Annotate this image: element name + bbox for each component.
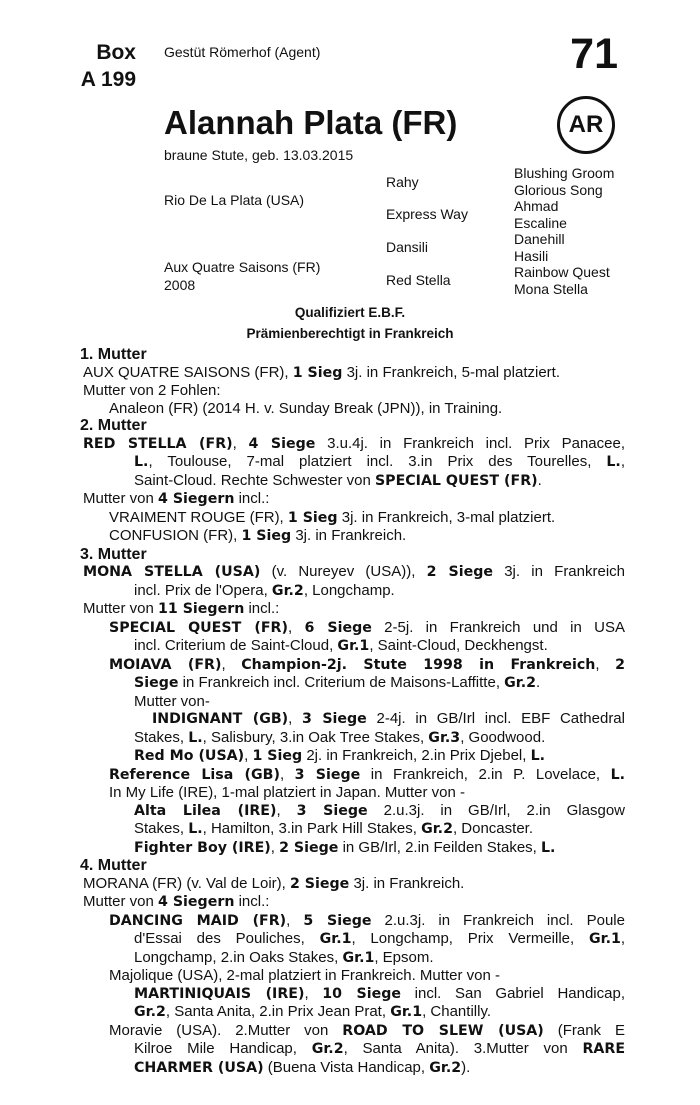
bold-text: Champion-2j. Stute 1998 in Frankreich [241,656,596,673]
bold-text: 2 Siege [289,875,350,892]
box-number: A 199 [80,68,136,91]
section-line [80,930,625,949]
text-run: in Frankreich incl. Criterium de Maisons-Laffitte, [178,674,505,691]
text-run: , [232,434,249,452]
section-line [80,875,625,894]
family-sections [80,346,625,1077]
text-run: , Goodwood. [460,728,546,746]
text-run: 3j. in Frankreich. [291,527,407,544]
text-run: 2.u.3j. in GB/Irl, 2.in Glasgow [367,801,625,819]
bold-text: Gr.1 [337,638,370,654]
bold-text: 2 Siege [426,564,493,580]
section-line [80,582,625,601]
bold-text: MARTINIQUAIS (IRE) [134,985,305,1002]
text-run: (v. Nureyev (USA)), [260,563,427,580]
text-run: , Toulouse, 7-mal platziert incl. 3.in Prix des Tourelles, [148,453,607,470]
bold-text: Gr.1 [390,1004,423,1020]
text-run: . [537,471,542,489]
pedigree-gen3-item: Blushing Groom [514,165,615,181]
text-run: , [304,984,323,1002]
text-run: Majolique (USA), 2-mal platziert in Frankreich. Mutter von - [109,967,500,984]
text-run: MORANA (FR) (v. Val de Loir), [83,874,290,892]
text-run: Mutter von [83,893,159,910]
section-line [80,1003,625,1022]
section-title: 4. Mutter [80,857,147,874]
bold-text: Gr.1 [342,949,375,966]
text-run: . [536,674,541,691]
text-run: Moravie (USA). 2.Mutter von [109,1021,343,1039]
section-line [80,656,625,675]
bold-text: 4 Siegern [158,894,235,910]
bold-text: 1 Sieg [292,364,343,381]
pedigree-sire: Rio De La Plata (USA) [164,192,305,208]
ar-badge: AR [557,96,615,154]
text-run: in GB/Irl, 2.in Feilden Stakes, [338,838,541,856]
section-line [80,912,625,931]
bold-text: Red Mo (USA) [134,748,245,764]
section-title: 3. Mutter [80,545,147,563]
pedigree-gen3-item: Ahmad [514,198,559,214]
bold-text: 1 Sieg [252,748,303,764]
bold-text: SPECIAL QUEST (FR) [374,472,538,489]
bold-text: INDIGNANT (GB) [152,711,289,727]
bold-text: Reference Lisa (GB) [109,766,280,783]
text-run: 3j. in Frankreich, 3-mal platziert. [337,508,556,526]
section-line [80,453,625,472]
bold-text: L. [541,839,556,856]
section-line [80,364,625,383]
bold-text: 10 Siege [322,985,401,1002]
bold-text: SPECIAL QUEST (FR) [109,619,288,636]
section-line [80,729,625,748]
pedigree-gen3-item: Escaline [514,215,567,231]
horse-name: Alannah Plata (FR) [164,104,458,141]
section-line [80,967,625,985]
bold-text: MONA STELLA (USA) [83,564,261,580]
bold-text: 11 Siegern [158,601,245,617]
text-run: , Doncaster. [452,820,533,837]
text-run: 2-5j. in Frankreich und in USA [371,618,625,636]
lot-number: 71 [570,30,618,78]
text-run: , [288,710,302,727]
dam-section [80,417,625,546]
text-run: 2-4j. in GB/Irl incl. EBF Cathedral [366,710,625,727]
text-run: AUX QUATRE SAISONS (FR), [83,363,293,381]
text-run: , Longchamp. [303,581,395,599]
pedigree-dam: Aux Quatre Saisons (FR) [164,259,321,275]
text-run: 3j. in Frankreich [492,563,626,580]
text-run: incl. San Gabriel Handicap, [400,984,625,1002]
text-run: incl. Criterium de Saint-Cloud, [134,637,338,654]
section-line [80,527,625,546]
bold-text: L. [188,729,203,746]
text-run: CONFUSION (FR), [109,527,242,544]
text-run: Mutter von 2 Fohlen: [83,382,221,399]
bold-text: Gr.1 [588,931,621,947]
bold-text: L. [610,766,626,783]
dam-section [80,546,625,858]
bold-text: MOIAVA (FR) [109,656,222,673]
text-run: incl.: [234,893,270,910]
text-run: , [279,765,295,783]
bold-text: 3 Siege [294,766,361,783]
bold-text: 1 Sieg [287,509,338,526]
bold-text: Gr.1 [319,931,352,947]
bold-text: L. [134,454,149,470]
section-line [80,674,625,693]
pedigree-gen3-item: Rainbow Quest [514,264,610,280]
section-line [80,400,625,418]
bold-text: ROAD TO SLEW (USA) [342,1022,544,1039]
bold-text: 4 Siegern [158,491,235,507]
text-run: , [287,618,305,636]
bold-text: Gr.2 [134,1004,166,1020]
section-line [80,802,625,821]
bold-text: DANCING MAID (FR) [109,912,287,929]
text-run: , Hamilton, 3.in Park Hill Stakes, [202,820,422,837]
bold-text: Fighter Boy (IRE) [134,839,271,856]
text-run: 2j. in Frankreich, 2.in Prix Djebel, [302,747,531,764]
pedigree-gen3-item: Mona Stella [514,281,588,297]
text-run: (Buena Vista Handicap, [263,1058,430,1076]
box-label: Box [96,41,136,64]
text-run: , Longchamp, Prix Vermeille, [351,930,589,947]
dam-section [80,346,625,417]
text-run: Kilroe Mile Handicap, [134,1040,312,1057]
bold-text: 2 Siege [279,839,339,856]
bold-text: RED STELLA (FR) [83,435,233,452]
pedigree-gen3-item: Danehill [514,231,565,247]
section-line [80,784,625,802]
text-run: , Saint-Cloud, Deckhengst. [369,637,548,654]
text-run: 3j. in Frankreich. [349,874,465,892]
bold-text: Gr.2 [421,821,453,837]
section-line [80,693,625,711]
bold-text: Gr.2 [311,1041,344,1057]
text-run: Analeon (FR) (2014 H. v. Sunday Break (JPN)), in Training. [109,399,503,417]
horse-description: braune Stute, geb. 13.03.2015 [164,147,354,163]
text-run: ). [461,1058,471,1076]
text-run: 3j. in Frankreich, 5-mal platziert. [342,363,560,381]
section-line [80,509,625,528]
bold-text: 5 Siege [303,912,372,929]
qualification-france: Prämienberechtigt in Frankreich [246,326,454,341]
bold-text: CHARMER (USA) [134,1059,264,1076]
text-run: , [276,801,297,819]
text-run: , [620,453,625,470]
section-line [80,1022,625,1041]
section-line [80,619,625,638]
text-run: , [221,655,242,673]
section-line [80,766,625,785]
bold-text: RARE [582,1041,626,1057]
agent-name: Gestüt Römerhof (Agent) [164,44,321,60]
section-line [80,820,625,839]
section-line [80,600,625,619]
text-run: , Epsom. [374,948,434,966]
bold-text: Gr.2 [504,675,537,691]
text-run: Saint-Cloud. Rechte Schwester von [134,471,375,489]
bold-text: 4 Siege [248,435,316,452]
section-line [80,490,625,509]
text-run: VRAIMENT ROUGE (FR), [109,508,288,526]
section-line [80,1059,625,1078]
pedigree-gen2-item: Dansili [386,239,429,255]
bold-text: Gr.3 [428,729,461,746]
bold-text: Gr.2 [429,1059,462,1076]
section-line [80,382,625,400]
bold-text: 3 Siege [296,802,368,819]
text-run: (Frank E [543,1021,625,1039]
section-title: 1. Mutter [80,346,147,363]
section-line [80,637,625,656]
pedigree-gen2-item: Rahy [386,174,419,190]
bold-text: 3 Siege [302,711,367,727]
text-run: incl.: [244,600,280,617]
dam-section [80,857,625,1077]
section-line [80,949,625,968]
text-run: d'Essai des Pouliches, [134,930,320,947]
text-run: , [244,747,253,764]
text-run: 2.u.3j. in Frankreich incl. Poule [371,911,625,929]
bold-text: L. [530,748,546,764]
section-line [80,893,625,912]
bold-text: 1 Sieg [241,528,292,544]
section-line [80,747,625,766]
pedigree-gen3-item: Glorious Song [514,182,603,198]
section-title: 2. Mutter [80,417,147,434]
section-line [80,710,625,729]
text-run: , Salisbury, 3.in Oak Tree Stakes, [202,728,429,746]
text-run: , [270,838,280,856]
text-run: , [595,655,616,673]
text-run: Longchamp, 2.in Oaks Stakes, [134,948,343,966]
text-run: in Frankreich, 2.in P. Lovelace, [360,765,611,783]
text-run: Mutter von [83,600,159,617]
text-run: incl. Prix de l'Opera, [134,581,272,599]
text-run: Stakes, [134,728,189,746]
bold-text: Gr.2 [271,582,304,599]
bold-text: L. [188,821,203,837]
text-run: , [286,911,304,929]
section-line [80,563,625,582]
section-line [80,435,625,454]
section-line [80,472,625,491]
bold-text: Siege [134,675,179,691]
text-run: Mutter von [83,490,159,507]
section-line [80,839,625,858]
bold-text: Alta Lilea (IRE) [134,802,277,819]
qualification-ebf: Qualifiziert E.B.F. [294,305,406,320]
text-run: , Santa Anita, 2.in Prix Jean Prat, [165,1003,391,1020]
pedigree-gen3-item: Hasili [514,248,549,264]
text-run: , Chantilly. [422,1003,491,1020]
pedigree-dam-year: 2008 [164,277,196,293]
text-run: Mutter von- [134,692,210,710]
text-run: 3.u.4j. in Frankreich incl. Prix Panacee, [315,434,625,452]
text-run: , Santa Anita). 3.Mutter von [343,1040,583,1057]
bold-text: 2 [615,656,625,673]
pedigree-gen2-item: Red Stella [386,272,451,288]
text-run: Stakes, [134,820,189,837]
text-run: In My Life (IRE), 1-mal platziert in Japan. Mutter von - [109,784,465,801]
bold-text: 6 Siege [304,619,372,636]
pedigree-gen2-item: Express Way [386,206,468,222]
section-line [80,985,625,1004]
bold-text: L. [606,454,621,470]
text-run: , [620,930,626,947]
text-run: incl.: [234,490,270,507]
section-line [80,1040,625,1059]
